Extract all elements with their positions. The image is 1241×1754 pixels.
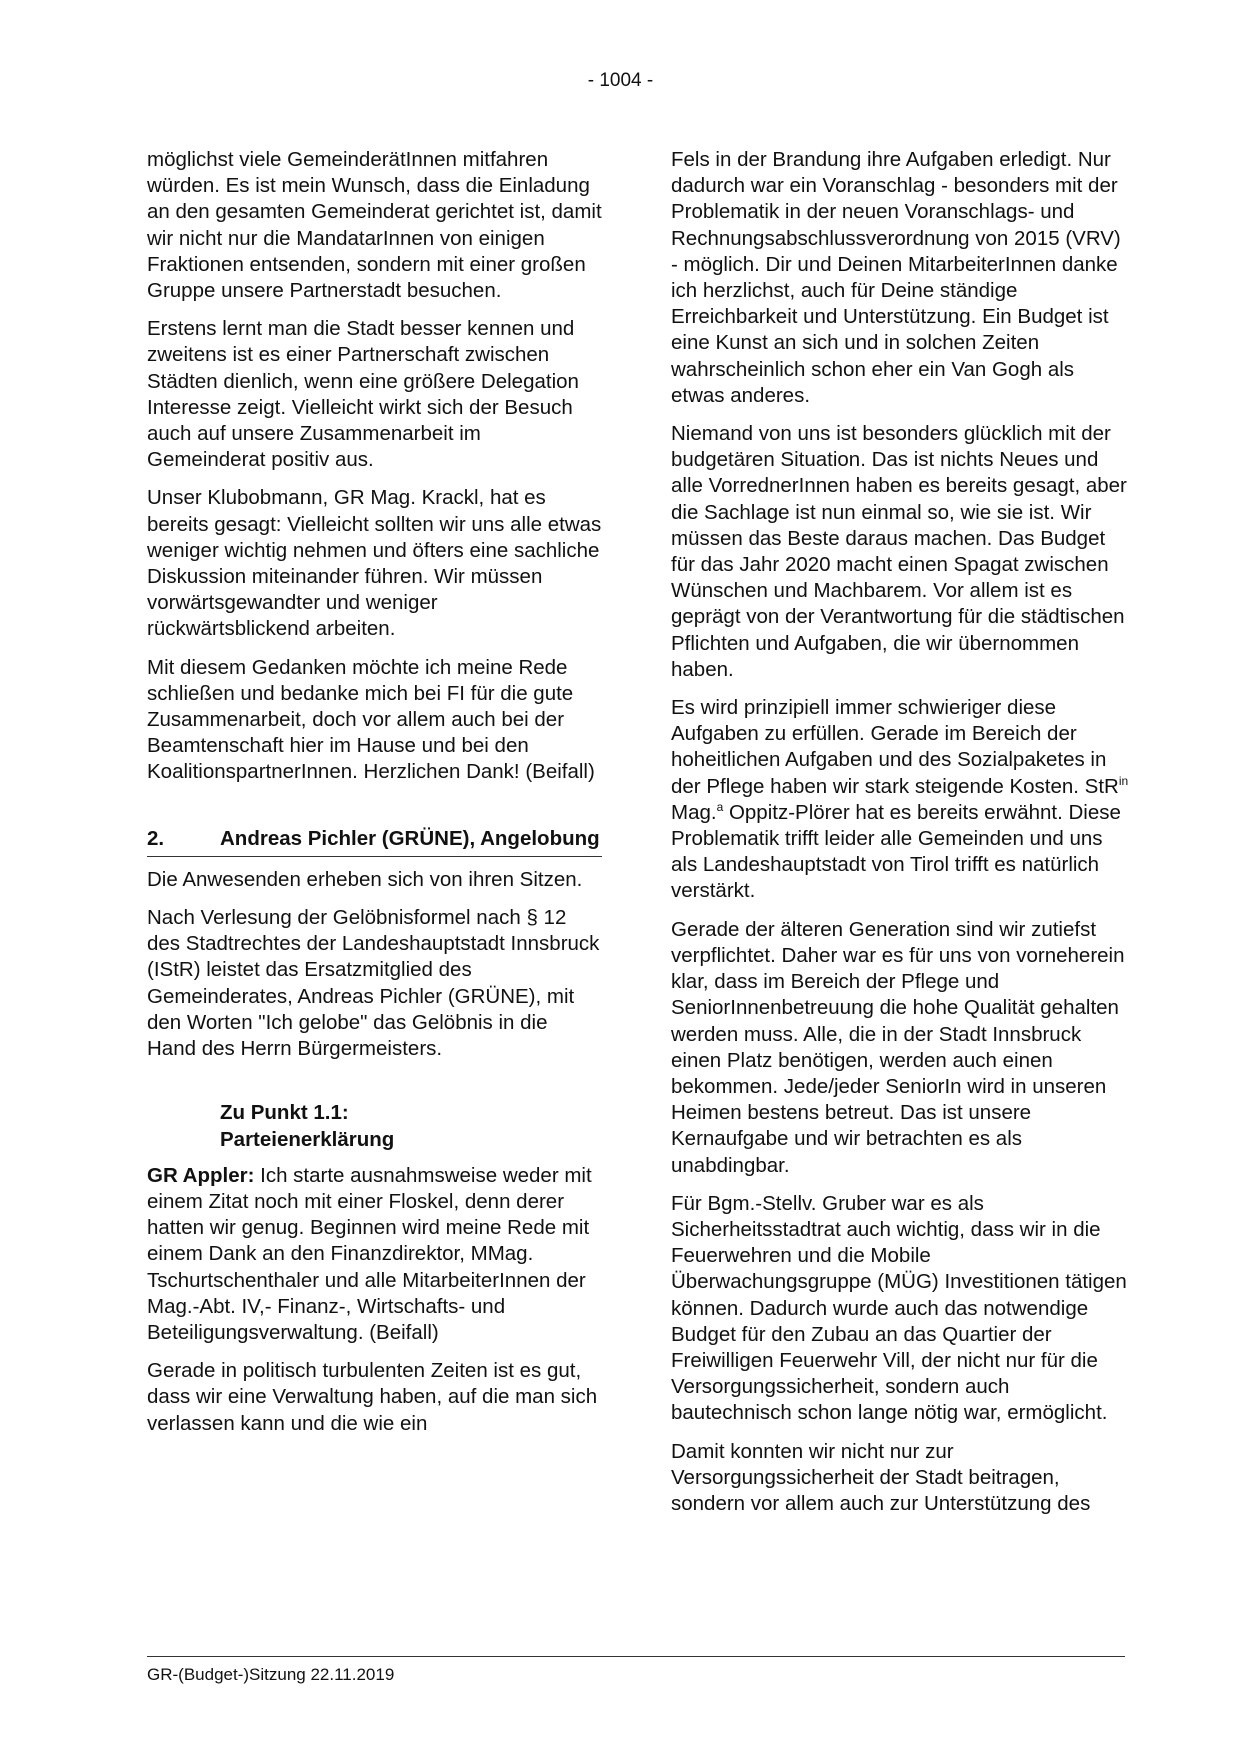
speech-text: Ich starte ausnahmsweise weder mit einem Zitat noch mit einer Floskel, denn derer hatten wir genug. Beginnen wird meine Rede mit einem Dank an den Finanzdirektor, MMag. Tschurtschenthaler und alle MitarbeiterInnen der Mag.-Abt. IV,- Finanz-, Wirtschafts- und Beteiligungsverwaltung. (Beifall) — [147, 1163, 592, 1344]
section-heading — [147, 826, 602, 857]
paragraph: Die Anwesenden erheben sich von ihren Sitzen. — [147, 867, 583, 891]
page-footer: GR-(Budget-)Sitzung 22.11.2019 — [147, 1656, 1125, 1685]
section-title: Andreas Pichler (GRÜNE), Angelobung — [220, 826, 600, 850]
paragraph: Unser Klubobmann, GR Mag. Krackl, hat es bereits gesagt: Vielleicht sollten wir uns alle etwas weniger wichtig nehmen und öfters eine sachliche Diskussion miteinander führen. Wir müssen vorwärtsgewandter und weniger rückwärtsblickend arbeiten. — [147, 486, 602, 641]
paragraph: Nach Verlesung der Gelöbnisformel nach § 12 des Stadtrechtes der Landeshauptstadt Innsbruck (IStR) leistet das Ersatzmitglied des Gemeinderates, Andreas Pichler (GRÜNE), mit den Worten "Ich gelobe" das Gelöbnis in die Hand des Herrn Bürgermeisters. — [147, 906, 600, 1061]
paragraph: Mit diesem Gedanken möchte ich meine Rede schließen und bedanke mich bei FI für die gute Zusammenarbeit, doch vor allem auch bei der Beamtenschaft hier im Hause und bei den KoalitionspartnerInnen. Herzlichen Dank! (Beifall) — [147, 655, 595, 784]
agenda-item: Zu Punkt 1.1: — [220, 1101, 349, 1125]
paragraph: Gerade der älteren Generation sind wir zutiefst verpflichtet. Daher war es für uns von vorneherein klar, dass im Bereich der Pflege und SeniorInnenbetreuung die hohe Qualität gehalten werden muss. Alle, die in der Stadt Innsbruck einen Platz benötigen, werden auch einen bekommen. Jede/jeder SeniorIn wird in unseren Heimen bestens betreut. Das ist unsere Kernaufgabe und wir betrachten es als unabdingbar. — [671, 917, 1125, 1177]
paragraph: möglichst viele GemeinderätInnen mitfahren würden. Es ist mein Wunsch, dass die Einladung an den gesamten Gemeinderat gerichtet ist, damit wir nicht nur die MandatarInnen von einigen Fraktionen entsenden, sondern mit einer großen Gruppe unsere Partnerstadt besuchen. — [147, 148, 602, 303]
agenda-subheading — [220, 1100, 602, 1152]
text-run: Es wird prinzipiell immer schwieriger diese Aufgaben zu erfüllen. Gerade im Bereich der hoheitlichen Aufgaben und des Sozialpaketes in der Pflege haben wir stark steigende Kosten. StR — [671, 696, 1119, 798]
paragraph: Fels in der Brandung ihre Aufgaben erledigt. Nur dadurch war ein Voranschlag - besonders mit der Problematik in der neuen Voranschlags- und Rechnungsabschlussverordnung von 2015 (VRV) - möglich. Dir und Deinen MitarbeiterInnen danke ich herzlichst, auch für Deine ständige Erreichbarkeit und Unterstützung. Ein Budget ist eine Kunst an sich und in solchen Zeiten wahrscheinlich schon eher ein Van Gogh als etwas anderes. — [671, 148, 1121, 407]
speaker-name: GR Appler: — [147, 1163, 255, 1187]
paragraph: Damit konnten wir nicht nur zur Versorgungssicherheit der Stadt beitragen, sondern vor allem auch zur Unterstützung des — [671, 1439, 1091, 1515]
agenda-item-title: Parteienerklärung — [220, 1127, 395, 1151]
paragraph: Niemand von uns ist besonders glücklich mit der budgetären Situation. Das ist nichts Neues und alle VorrednerInnen haben es bereits gesagt, aber die Sachlage ist nun einmal so, wie sie ist. Wir müssen das Beste daraus machen. Das Budget für das Jahr 2020 macht einen Spagat zwischen Wünschen und Machbarem. Vor allem ist es geprägt von der Verantwortung für die städtischen Pflichten und Aufgaben, die wir übernommen haben. — [671, 422, 1127, 681]
text-run: Oppitz-Plörer hat es bereits erwähnt. Diese Problematik trifft leider alle Gemeinden und uns als Landeshauptstadt von Tirol trifft es natürlich verstärkt. — [671, 800, 1121, 903]
right-column — [671, 147, 1131, 1529]
text-run: Mag. — [671, 800, 717, 824]
paragraph — [671, 695, 1131, 905]
paragraph: Gerade in politisch turbulenten Zeiten ist es gut, dass wir eine Verwaltung haben, auf die man sich verlassen kann und die wie ein — [147, 1359, 598, 1435]
paragraph: Erstens lernt man die Stadt besser kennen und zweitens ist es einer Partnerschaft zwischen Städten dienlich, wenn eine größere Delegation Interesse zeigt. Vielleicht wirkt sich der Besuch auch auf unsere Zusammenarbeit im Gemeinderat positiv aus. — [147, 317, 579, 472]
speech-paragraph — [147, 1163, 602, 1346]
paragraph: Für Bgm.-Stellv. Gruber war es als Sicherheitsstadtrat auch wichtig, dass wir in die Feuerwehren und die Mobile Überwachungsgruppe (MÜG) Investitionen tätigen können. Dadurch wurde auch das notwendige Budget für den Zubau an das Quartier der Freiwilligen Feuerwehr Vill, der nicht nur für die Versorgungssicherheit, sondern auch bautechnisch schon lange nötig war, ermöglicht. — [671, 1191, 1127, 1425]
page-number: - 1004 - — [587, 70, 654, 91]
superscript: in — [1118, 773, 1129, 788]
section-number: 2. — [147, 826, 165, 850]
left-column — [147, 147, 602, 1449]
superscript: a — [716, 800, 724, 815]
